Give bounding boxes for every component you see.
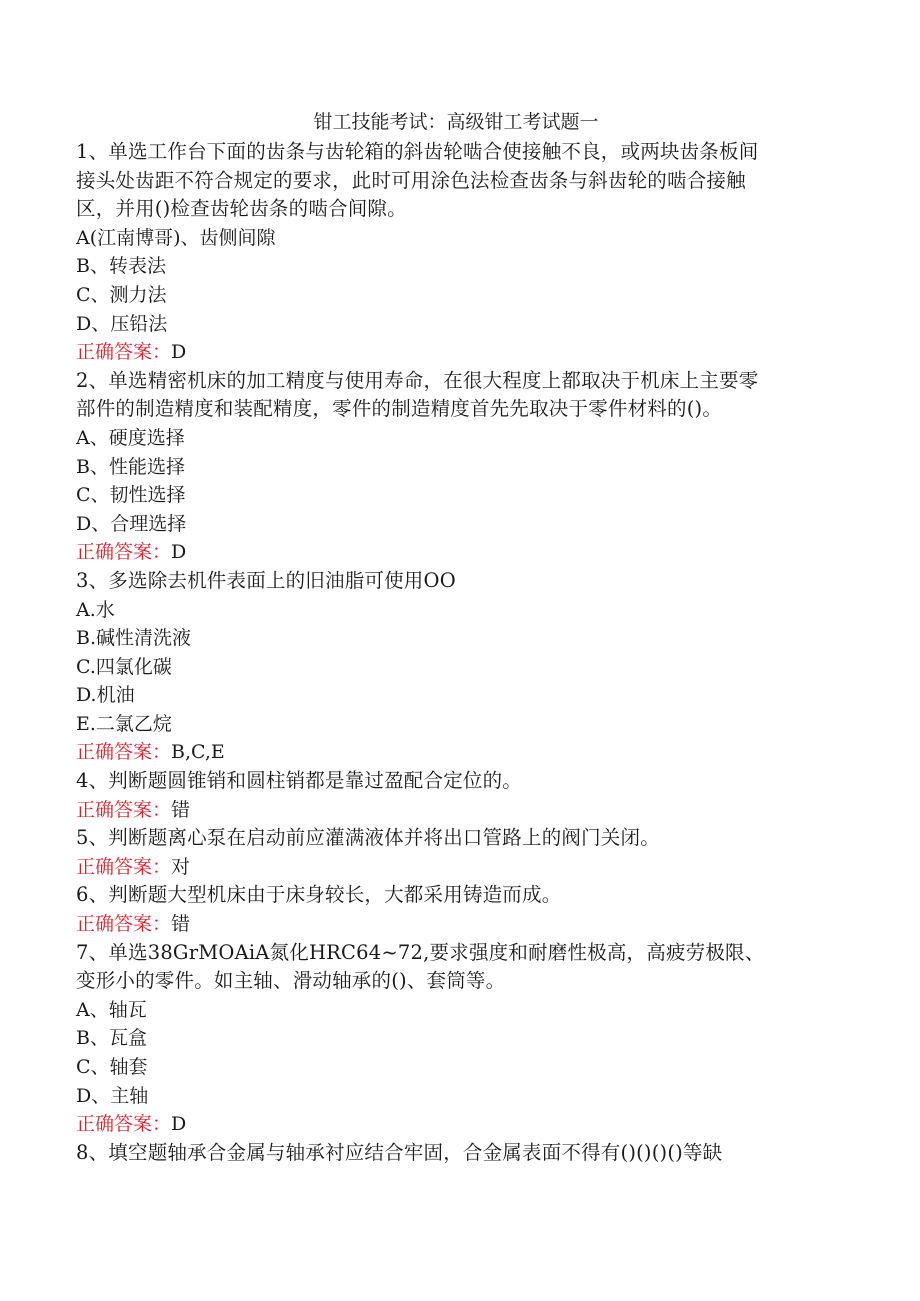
question-text-line: 6、判断题大型机床由于床身较长，大都采用铸造而成。 — [76, 883, 562, 907]
correct-answer — [76, 338, 836, 367]
question-block — [76, 367, 836, 567]
question-text-line: 7、单选38GrMOAiA氮化HRC64~72,要求强度和耐磨性极高，高疲劳极限、 — [76, 940, 765, 964]
question-text-line: 接头处齿距不符合规定的要求，此时可用涂色法检查齿条与斜齿轮的啮合接触 — [76, 168, 746, 192]
answer-value: 对 — [171, 855, 191, 878]
option-d: D.机油 — [76, 684, 135, 707]
answer-value: D — [171, 341, 187, 364]
answer-label: 正确答案： — [76, 1113, 172, 1136]
correct-answer — [76, 1110, 836, 1139]
correct-answer — [76, 853, 836, 882]
page-title: 钳工技能考试：高级钳工考试题一 — [313, 111, 599, 133]
option-a: A(江南博哥)、齿侧间隙 — [76, 226, 276, 249]
option-d: D、主轴 — [76, 1084, 149, 1107]
question-text-line: 5、判断题离心泵在启动前应灌满液体并将出口管路上的阀门关闭。 — [76, 826, 660, 850]
option-d: D、压铅法 — [76, 312, 168, 335]
answer-value: 错 — [171, 798, 191, 821]
answer-value: D — [171, 1113, 187, 1136]
option-c: C.四氯化碳 — [76, 655, 172, 678]
option-c: C、测力法 — [76, 283, 167, 306]
option-a: A、轴瓦 — [76, 998, 147, 1021]
option-c: C、轴套 — [76, 1056, 148, 1078]
answer-label: 正确答案： — [76, 855, 172, 878]
answer-value: B,C,E — [171, 741, 225, 764]
option-a: A.水 — [76, 598, 115, 621]
answer-label: 正确答案： — [76, 741, 172, 764]
option-b: B、瓦盒 — [76, 1027, 147, 1050]
correct-answer — [76, 738, 836, 767]
answer-value: 错 — [171, 913, 191, 936]
question-block — [76, 567, 836, 767]
option-d: D、合理选择 — [76, 512, 187, 535]
correct-answer — [76, 910, 836, 939]
correct-answer — [76, 538, 836, 567]
option-a: A、硬度选择 — [76, 426, 185, 449]
option-e: E.二氯乙烷 — [76, 712, 172, 735]
option-b: B、性能选择 — [76, 455, 185, 478]
question-block — [76, 138, 836, 367]
option-c: C、韧性选择 — [76, 484, 186, 507]
question-text-line: 8、填空题轴承合金属与轴承衬应结合牢固，合金属表面不得有()()()()等缺 — [76, 1140, 723, 1164]
question-text-line: 区，并用()检查齿轮齿条的啮合间隙。 — [76, 197, 407, 221]
question-text-line: 2、单选精密机床的加工精度与使用寿命，在很大程度上都取决于机床上主要零 — [76, 368, 759, 392]
question-block — [76, 824, 836, 881]
question-block — [76, 1139, 836, 1168]
question-text-line: 3、多选除去机件表面上的旧油脂可使用OO — [76, 568, 456, 592]
answer-label: 正确答案： — [76, 913, 172, 936]
document-body — [76, 108, 836, 1167]
question-text-line: 4、判断题圆锥销和圆柱销都是靠过盈配合定位的。 — [76, 769, 523, 793]
answer-label: 正确答案： — [76, 541, 172, 564]
question-block — [76, 881, 836, 938]
correct-answer — [76, 796, 836, 825]
answer-label: 正确答案： — [76, 341, 172, 364]
answer-label: 正确答案： — [76, 798, 172, 821]
answer-value: D — [171, 541, 187, 564]
option-b: B.碱性清洗液 — [76, 627, 192, 650]
question-block — [76, 939, 836, 1139]
question-block — [76, 767, 836, 824]
question-text-line: 1、单选工作台下面的齿条与齿轮箱的斜齿轮啮合使接触不良，或两块齿条板间 — [76, 140, 759, 163]
question-text-line: 部件的制造精度和装配精度，零件的制造精度首先先取决于零件材料的()。 — [76, 397, 723, 421]
option-b: B、转表法 — [76, 255, 166, 278]
question-text-line: 变形小的零件。如主轴、滑动轴承的()、套筒等。 — [76, 969, 506, 993]
